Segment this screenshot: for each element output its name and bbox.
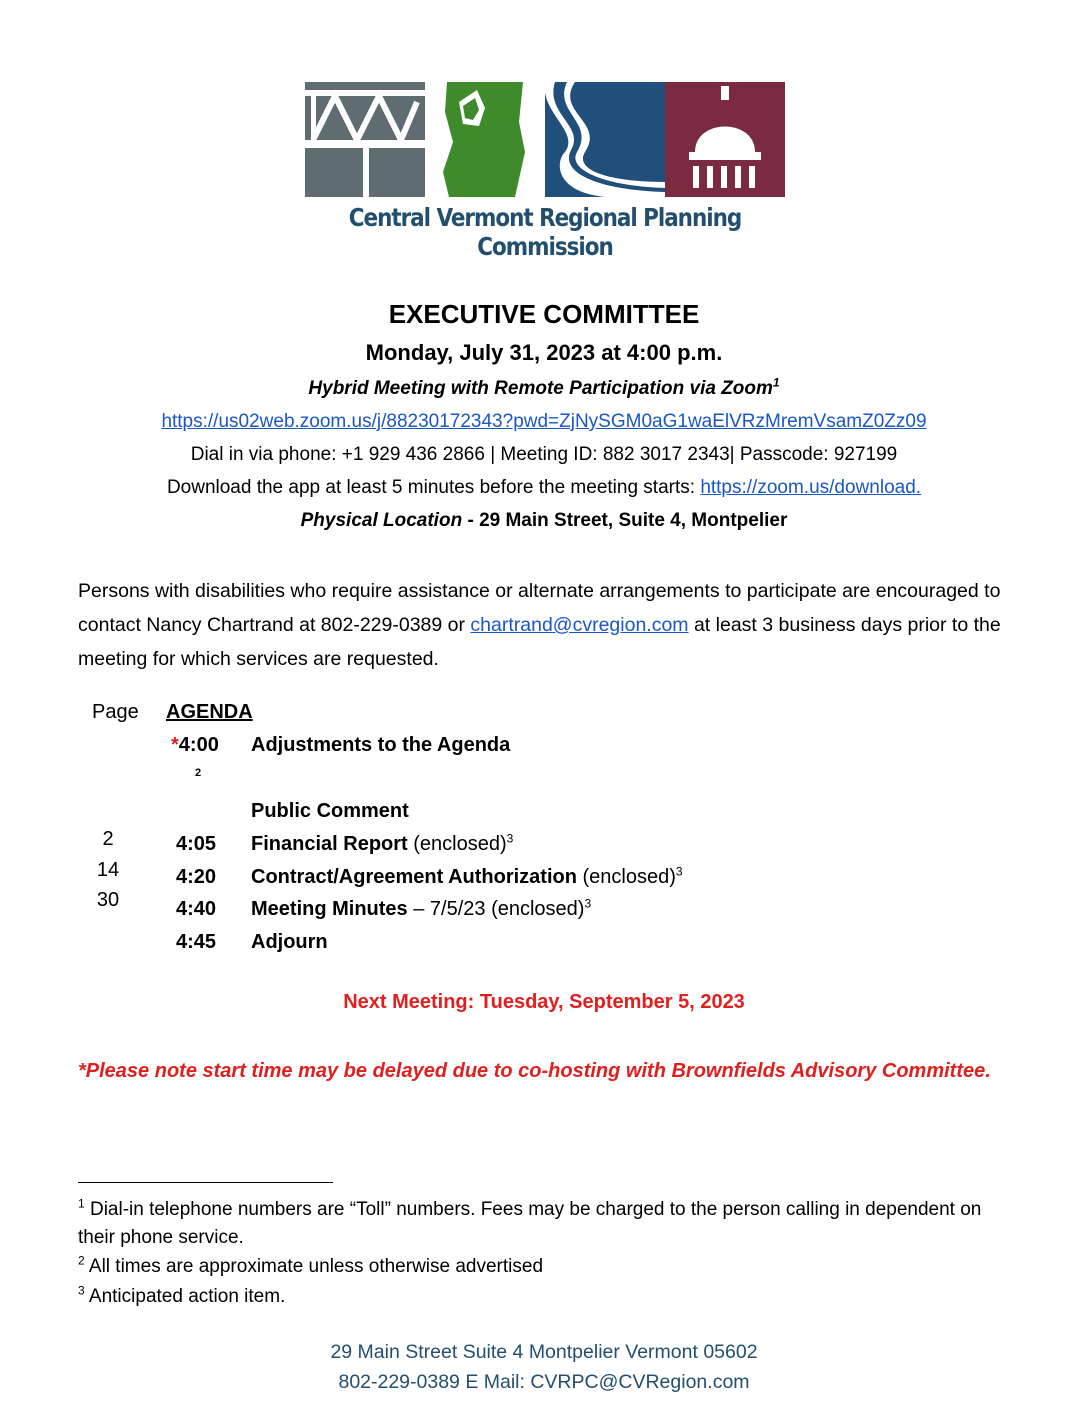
agenda-item-adjourn: Adjourn [251,931,328,953]
agenda-item [251,833,513,856]
hybrid-text: Hybrid Meeting with Remote Participation via Zoom [308,378,773,399]
agenda-item-note: – 7/5/23 (enclosed) [407,898,585,920]
footnote [78,1196,1018,1252]
accessibility-notice [78,574,1018,676]
location-address: 29 Main Street, Suite 4, Montpelier [479,510,788,531]
agenda-item-note: (enclosed) [407,833,507,855]
bridge-panel-icon [305,82,425,197]
page-title: EXECUTIVE COMMITTEE [388,299,700,329]
agenda-page-number: 30 [96,889,120,911]
page-column-header: Page [92,701,139,723]
agenda-item-title: Meeting Minutes [251,898,408,920]
footnote-ref: 3 [506,831,514,846]
footnote-text: Dial-in telephone numbers are “Toll” numbers. Fees may be charged to the person calling in dependent on their phone service. [78,1199,982,1248]
vermont-map-panel-icon [425,82,545,197]
asterisk: * [171,734,179,756]
next-meeting: Next Meeting: Tuesday, September 5, 2023 [343,991,745,1013]
location-label: Physical Location [300,510,463,531]
footnote-ref: 3 [675,864,683,879]
footnote [78,1253,1018,1281]
agenda-time: 4:00 [178,734,219,756]
agenda-time-first [171,734,219,757]
agenda-item-public-comment: Public Comment [251,800,409,822]
agenda-header: AGENDA [166,701,253,723]
notice-text-before: Persons with disabilities who require assistance or alternate arrangements to participate are encouraged to contact Nancy Chartrand at 802-229-0389 or [78,580,1001,636]
agenda-page-number: 14 [96,859,120,881]
river-panel-icon [545,82,665,197]
footnote-ref: 2 [195,767,202,779]
footnote-ref: 3 [584,896,592,911]
hybrid-line [40,375,1048,400]
agenda-item [251,866,683,889]
agenda-time: 4:45 [176,931,217,953]
download-line [40,477,1048,499]
agenda-item [251,898,591,921]
agenda-item-title: Financial Report [251,833,408,855]
footnote-text: All times are approximate unless otherwise advertised [84,1256,544,1277]
agenda-page-number: 2 [102,828,114,850]
download-text: Download the app at least 5 minutes before the meeting starts: [166,477,701,498]
footnote-number: 1 [78,1196,85,1211]
location-separator: - [462,510,480,531]
capitol-dome-panel-icon [665,82,785,197]
cvrpc-logo [305,82,785,197]
footnote-ref: 1 [772,375,780,390]
meeting-date: Monday, July 31, 2023 at 4:00 p.m. [365,340,723,365]
agenda-time: 4:40 [176,898,217,920]
agenda-item-title: Adjustments to the Agenda [251,734,511,756]
agenda-item-note: (enclosed) [576,866,676,888]
footnote-divider [78,1182,333,1183]
footer-contact: 802-229-0389 E Mail: CVRPC@CVRegion.com [338,1371,750,1393]
logo-wordmark: Central Vermont Regional Planning Commission [348,203,742,261]
dial-in-info: Dial in via phone: +1 929 436 2866 | Meeting ID: 882 3017 2343| Passcode: 927199 [190,444,898,465]
zoom-link[interactable]: https://us02web.zoom.us/j/88230172343?pwd=ZjNySGM0aG1waElVRzMremVsamZ0Zz09 [161,411,927,432]
footnote-number: 2 [78,1253,85,1268]
footnote-text: Anticipated action item. [84,1286,286,1307]
footnote-number: 3 [78,1283,85,1298]
footnote [78,1283,1018,1311]
email-link[interactable]: chartrand@cvregion.com [470,614,689,636]
agenda-time: 4:05 [176,833,217,855]
start-time-note: *Please note start time may be delayed due to co-hosting with Brownfields Advisory Committee. [78,1060,991,1082]
agenda-item-title: Contract/Agreement Authorization [251,866,577,888]
physical-location [40,510,1048,532]
notice-text-after: at least 3 business days prior to the meeting for which services are requested. [78,614,1001,670]
agenda-time: 4:20 [176,866,217,888]
footer-address: 29 Main Street Suite 4 Montpelier Vermont 05602 [330,1341,758,1363]
download-link[interactable]: https://zoom.us/download. [700,477,922,498]
